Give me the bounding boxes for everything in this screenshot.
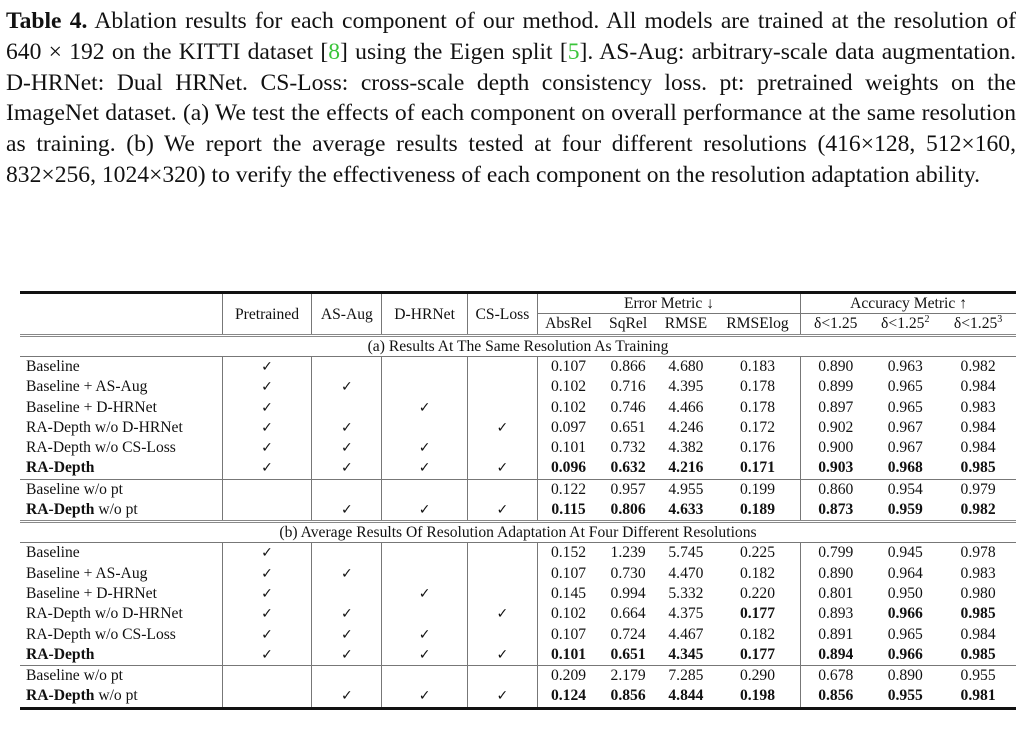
metric-value: 0.982 — [960, 501, 996, 519]
component-cell — [312, 543, 382, 564]
component-cell — [467, 500, 537, 522]
component-cell — [312, 357, 382, 378]
method-name-text: w/o pt — [94, 501, 138, 519]
component-cell — [382, 398, 468, 418]
metric-value: 0.097 — [537, 418, 599, 438]
metric-value: 0.102 — [537, 398, 599, 418]
check-icon: ✓ — [340, 419, 353, 436]
check-icon: ✓ — [418, 460, 431, 477]
metric-value: 0.198 — [739, 687, 776, 705]
metric-value: 0.954 — [870, 479, 940, 500]
metric-value: 4.216 — [668, 459, 704, 477]
metric-value: 0.890 — [870, 666, 940, 687]
table-row — [20, 398, 1016, 418]
metric-value: 0.124 — [537, 686, 599, 706]
check-icon: ✓ — [261, 460, 273, 477]
component-cell — [222, 543, 312, 564]
table-row — [20, 357, 1016, 378]
metric-value: 0.968 — [887, 459, 923, 477]
check-icon: ✓ — [340, 606, 353, 623]
method-name-text: Baseline + D-HRNet — [26, 398, 157, 416]
metric-value: 0.182 — [739, 625, 776, 643]
metric-value: 0.965 — [887, 378, 923, 396]
method-name-text: Baseline w/o pt — [26, 667, 124, 685]
method-name-text: Baseline — [26, 358, 80, 375]
check-icon: ✓ — [496, 419, 509, 436]
metric-value: 0.994 — [610, 584, 646, 602]
component-cell — [467, 438, 537, 458]
metric-value: 4.382 — [668, 439, 704, 457]
citation-link-5[interactable]: 5 — [567, 38, 580, 65]
table-row — [20, 564, 1016, 584]
component-cell — [222, 564, 312, 584]
check-icon: ✓ — [340, 379, 353, 396]
metric-value: 0.985 — [960, 459, 996, 477]
header-pretrained: Pretrained — [222, 294, 312, 336]
ablation-table-container — [20, 291, 1016, 710]
method-name — [20, 418, 222, 438]
component-cell — [312, 438, 382, 458]
table-row — [20, 458, 1016, 479]
component-cell — [382, 564, 468, 584]
metric-value: 0.209 — [537, 666, 599, 687]
component-cell — [382, 377, 468, 397]
metric-value: 0.955 — [940, 666, 1016, 687]
method-name-text: Baseline — [26, 544, 80, 562]
metric-value: 0.724 — [610, 625, 646, 643]
component-cell — [467, 418, 537, 438]
method-name — [20, 666, 222, 687]
component-cell — [312, 418, 382, 438]
metric-value: 4.345 — [668, 645, 704, 663]
metric-value: 4.467 — [668, 625, 704, 643]
caption-text-3: ]. AS-Aug: arbitrary-scale data augmentation. D-HRNet: Dual HRNet. CS-Loss: cross-scale depth consistency loss. pt: pretrained weights on the ImageNet dataset. (a) We test the effects of each component on overall performance at the same resolution as training. (b) We report the average results tested at four different resolutions (416×128, 512×160, 832×256, 1024×320) to verify the effectiveness of each component on the resolution adaptation ability. — [6, 38, 1017, 188]
component-cell — [222, 377, 312, 397]
check-icon: ✓ — [496, 688, 509, 705]
metric-value: 0.730 — [610, 564, 646, 582]
component-cell — [222, 500, 312, 522]
component-cell — [312, 645, 382, 666]
check-icon: ✓ — [340, 646, 353, 663]
metric-value: 0.890 — [801, 564, 871, 584]
metric-value: 0.102 — [537, 604, 599, 624]
method-name — [20, 479, 222, 500]
component-cell — [467, 357, 537, 378]
metric-value: 7.285 — [657, 666, 715, 687]
component-cell — [382, 458, 468, 479]
table-row — [20, 500, 1016, 522]
caption-text-1: Ablation results for each component of our method. All models are trained at the resolution of 640 × 192 on the KITTI dataset [ — [6, 8, 1016, 65]
metric-value: 0.651 — [610, 418, 646, 436]
header-rmselog: RMSElog — [726, 315, 789, 332]
metric-value: 0.903 — [801, 458, 871, 479]
method-name — [20, 584, 222, 604]
component-cell — [382, 418, 468, 438]
table-row — [20, 584, 1016, 604]
check-icon: ✓ — [418, 440, 431, 457]
method-name — [20, 604, 222, 624]
method-name-text: Baseline w/o pt — [26, 480, 124, 498]
check-icon: ✓ — [418, 399, 431, 416]
component-cell — [312, 398, 382, 418]
table-row — [20, 377, 1016, 397]
method-name — [20, 625, 222, 645]
metric-value: 0.746 — [610, 398, 646, 416]
method-name-text: w/o pt — [94, 687, 138, 705]
metric-value: 0.107 — [537, 625, 599, 645]
metric-value: 0.856 — [610, 687, 646, 705]
bottom-rule — [20, 707, 1016, 709]
check-icon: ✓ — [418, 626, 431, 643]
metric-value: 0.107 — [537, 357, 599, 378]
metric-value: 0.716 — [610, 378, 646, 396]
header-accuracy-metric: Accuracy Metric ↑ — [801, 294, 1016, 314]
section-header-row — [20, 336, 1016, 357]
section-title: (a) Results At The Same Resolution As Training — [20, 336, 1016, 357]
check-icon: ✓ — [340, 502, 353, 519]
metric-value: 0.980 — [960, 584, 996, 602]
metric-value: 0.964 — [887, 564, 923, 582]
metric-value: 0.985 — [960, 605, 996, 623]
metric-value: 4.246 — [668, 418, 704, 436]
metric-value: 0.957 — [599, 479, 657, 500]
component-cell — [222, 479, 312, 500]
component-cell — [222, 584, 312, 604]
component-cell — [222, 686, 312, 706]
header-row-1 — [20, 294, 1016, 314]
metric-value: 4.680 — [657, 357, 715, 378]
metric-value: 0.899 — [801, 377, 871, 397]
method-name — [20, 438, 222, 458]
check-icon: ✓ — [261, 565, 273, 582]
component-cell — [312, 584, 382, 604]
metric-value: 0.178 — [739, 378, 776, 396]
metric-value: 0.965 — [887, 625, 923, 643]
section-header-row — [20, 522, 1016, 543]
check-icon: ✓ — [261, 585, 273, 602]
component-cell — [222, 645, 312, 666]
caption-label: Table 4. — [6, 8, 88, 34]
method-name-text: RA-Depth w/o D-HRNet — [26, 418, 183, 436]
metric-value: 0.220 — [739, 584, 776, 602]
metric-value: 0.189 — [739, 501, 776, 519]
table-caption — [6, 6, 1016, 191]
table-row — [20, 604, 1016, 624]
metric-value: 0.950 — [887, 584, 923, 602]
metric-value: 0.985 — [960, 645, 996, 663]
metric-value: 4.395 — [668, 378, 704, 396]
component-cell — [382, 625, 468, 645]
metric-value: 0.967 — [887, 439, 923, 457]
metric-value: 0.955 — [887, 687, 923, 705]
header-method — [20, 294, 222, 336]
metric-value: 0.978 — [940, 543, 1016, 564]
header-d-hrnet: D-HRNet — [382, 294, 468, 336]
metric-value: 0.183 — [715, 357, 801, 378]
component-cell — [467, 584, 537, 604]
metric-value: 0.290 — [715, 666, 801, 687]
metric-value: 0.102 — [537, 377, 599, 397]
metric-value: 0.122 — [537, 479, 599, 500]
table-row — [20, 543, 1016, 564]
header-delta-2 — [870, 314, 940, 336]
check-icon: ✓ — [340, 440, 353, 457]
component-cell — [467, 458, 537, 479]
metric-value: 0.979 — [940, 479, 1016, 500]
check-icon: ✓ — [261, 626, 273, 643]
metric-value: 0.806 — [610, 501, 646, 519]
metric-value: 0.101 — [537, 438, 599, 458]
ablation-table — [20, 291, 1016, 710]
metric-value: 0.967 — [887, 418, 923, 436]
metric-value: 0.178 — [739, 398, 776, 416]
metric-value: 0.891 — [801, 625, 871, 645]
method-name — [20, 357, 222, 378]
metric-value: 0.866 — [599, 357, 657, 378]
component-cell — [312, 458, 382, 479]
metric-value: 0.176 — [739, 439, 776, 457]
metric-value: 0.801 — [801, 584, 871, 604]
delta-1-text: δ<1.25 — [814, 315, 858, 332]
method-name-text: RA-Depth w/o D-HRNet — [26, 605, 183, 623]
table-row — [20, 686, 1016, 706]
metric-value: 0.172 — [739, 418, 776, 436]
component-cell — [467, 604, 537, 624]
component-cell — [467, 398, 537, 418]
component-cell — [312, 686, 382, 706]
table-row — [20, 666, 1016, 687]
method-name — [20, 398, 222, 418]
header-absrel: AbsRel — [537, 314, 599, 336]
header-sqrel: SqRel — [609, 315, 648, 332]
component-cell — [222, 438, 312, 458]
component-cell — [312, 604, 382, 624]
component-cell — [382, 686, 468, 706]
table-row — [20, 438, 1016, 458]
delta-3-exponent: 3 — [997, 314, 1003, 325]
metric-value: 0.984 — [960, 625, 996, 643]
method-name-bold: RA-Depth — [26, 645, 95, 663]
component-cell — [222, 666, 312, 687]
check-icon: ✓ — [418, 502, 431, 519]
metric-value: 0.732 — [610, 439, 646, 457]
method-name-text: Baseline + D-HRNet — [26, 584, 157, 602]
component-cell — [222, 625, 312, 645]
metric-value: 0.894 — [801, 645, 871, 666]
metric-value: 0.984 — [960, 378, 996, 396]
method-name-text: RA-Depth w/o CS-Loss — [26, 625, 176, 643]
check-icon: ✓ — [418, 646, 431, 663]
method-name — [20, 543, 222, 564]
check-icon: ✓ — [261, 440, 273, 457]
metric-value: 4.470 — [668, 564, 704, 582]
component-cell — [382, 584, 468, 604]
method-name — [20, 458, 222, 479]
component-cell — [382, 543, 468, 564]
check-icon: ✓ — [496, 460, 509, 477]
metric-value: 4.633 — [668, 501, 704, 519]
delta-2-text: δ<1.25 — [881, 315, 925, 332]
check-icon: ✓ — [261, 606, 273, 623]
metric-value: 0.115 — [537, 500, 599, 522]
component-cell — [467, 686, 537, 706]
metric-value: 0.959 — [887, 501, 923, 519]
component-cell — [382, 666, 468, 687]
component-cell — [382, 500, 468, 522]
component-cell — [467, 377, 537, 397]
method-name — [20, 645, 222, 666]
metric-value: 0.983 — [960, 564, 996, 582]
metric-value: 0.177 — [739, 605, 776, 623]
header-delta-3 — [940, 314, 1016, 336]
component-cell — [222, 458, 312, 479]
check-icon: ✓ — [340, 688, 353, 705]
metric-value: 0.096 — [537, 458, 599, 479]
method-name-text: RA-Depth w/o CS-Loss — [26, 439, 176, 457]
check-icon: ✓ — [261, 359, 273, 375]
metric-value: 0.856 — [801, 686, 871, 706]
method-name-text: Baseline + AS-Aug — [26, 564, 148, 582]
header-delta-1 — [801, 314, 871, 336]
check-icon: ✓ — [261, 545, 273, 562]
component-cell — [467, 666, 537, 687]
metric-value: 0.860 — [801, 479, 871, 500]
metric-value: 0.678 — [801, 666, 871, 687]
header-as-aug: AS-Aug — [312, 294, 382, 336]
metric-value: 0.897 — [801, 398, 871, 418]
metric-value: 0.965 — [887, 398, 923, 416]
metric-value: 4.955 — [657, 479, 715, 500]
metric-value: 0.966 — [887, 605, 923, 623]
metric-value: 0.945 — [870, 543, 940, 564]
table-row — [20, 418, 1016, 438]
table-row — [20, 645, 1016, 666]
component-cell — [312, 377, 382, 397]
metric-value: 0.152 — [537, 543, 599, 564]
component-cell — [312, 564, 382, 584]
metric-value: 0.963 — [870, 357, 940, 378]
metric-value: 0.893 — [801, 604, 871, 624]
metric-value: 0.873 — [801, 500, 871, 522]
metric-value: 4.375 — [668, 605, 704, 623]
metric-value: 2.179 — [599, 666, 657, 687]
component-cell — [382, 479, 468, 500]
metric-value: 0.225 — [715, 543, 801, 564]
metric-value: 0.632 — [610, 459, 646, 477]
component-cell — [312, 500, 382, 522]
metric-value: 0.983 — [960, 398, 996, 416]
metric-value: 0.664 — [610, 605, 646, 623]
metric-value: 0.902 — [801, 418, 871, 438]
check-icon: ✓ — [418, 688, 431, 705]
component-cell — [382, 438, 468, 458]
metric-value: 1.239 — [599, 543, 657, 564]
component-cell — [312, 666, 382, 687]
component-cell — [222, 604, 312, 624]
component-cell — [312, 625, 382, 645]
check-icon: ✓ — [261, 646, 273, 663]
metric-value: 0.900 — [801, 438, 871, 458]
metric-value: 0.981 — [960, 687, 996, 705]
component-cell — [467, 564, 537, 584]
check-icon: ✓ — [340, 565, 353, 582]
metric-value: 0.171 — [739, 459, 776, 477]
caption-text-2: ] using the Eigen split [ — [340, 38, 568, 65]
metric-value: 0.966 — [887, 645, 923, 663]
header-error-metric: Error Metric ↓ — [537, 294, 800, 314]
component-cell — [222, 398, 312, 418]
component-cell — [382, 645, 468, 666]
header-cs-loss: CS-Loss — [467, 294, 537, 336]
metric-value: 0.984 — [960, 418, 996, 436]
component-cell — [467, 645, 537, 666]
method-name-bold: RA-Depth — [26, 459, 95, 477]
check-icon: ✓ — [261, 399, 273, 416]
metric-value: 4.466 — [668, 398, 704, 416]
metric-value: 4.844 — [668, 687, 704, 705]
method-name-bold: RA-Depth — [26, 687, 95, 705]
check-icon: ✓ — [340, 626, 353, 643]
header-rmse: RMSE — [664, 315, 708, 332]
metric-value: 0.890 — [801, 357, 871, 378]
check-icon: ✓ — [496, 606, 509, 623]
metric-value: 0.101 — [537, 645, 599, 666]
metric-value: 0.982 — [940, 357, 1016, 378]
metric-value: 0.177 — [739, 645, 776, 663]
method-name — [20, 686, 222, 706]
component-cell — [222, 418, 312, 438]
check-icon: ✓ — [340, 460, 353, 477]
check-icon: ✓ — [496, 502, 509, 519]
citation-link-8[interactable]: 8 — [328, 38, 341, 65]
check-icon: ✓ — [418, 585, 431, 602]
metric-value: 0.199 — [715, 479, 801, 500]
metric-value: 0.799 — [801, 543, 871, 564]
delta-3-text: δ<1.25 — [953, 315, 998, 332]
metric-value: 0.145 — [537, 584, 599, 604]
metric-value: 0.182 — [739, 564, 776, 582]
table-row — [20, 479, 1016, 500]
method-name — [20, 564, 222, 584]
check-icon: ✓ — [261, 419, 273, 436]
component-cell — [467, 543, 537, 564]
component-cell — [467, 479, 537, 500]
method-name — [20, 500, 222, 522]
metric-value: 5.745 — [657, 543, 715, 564]
component-cell — [222, 357, 312, 378]
check-icon: ✓ — [261, 379, 273, 396]
component-cell — [382, 604, 468, 624]
metric-value: 0.984 — [960, 439, 996, 457]
metric-value: 0.651 — [610, 645, 646, 663]
component-cell — [312, 479, 382, 500]
method-name-bold: RA-Depth — [26, 501, 95, 519]
check-icon: ✓ — [496, 646, 509, 663]
metric-value: 0.107 — [537, 564, 599, 584]
metric-value: 5.332 — [668, 584, 704, 602]
component-cell — [467, 625, 537, 645]
method-name-text: Baseline + AS-Aug — [26, 378, 148, 396]
delta-2-exponent: 2 — [924, 314, 930, 325]
method-name — [20, 377, 222, 397]
table-row — [20, 625, 1016, 645]
section-title: (b) Average Results Of Resolution Adaptation At Four Different Resolutions — [20, 522, 1016, 543]
component-cell — [382, 357, 468, 378]
